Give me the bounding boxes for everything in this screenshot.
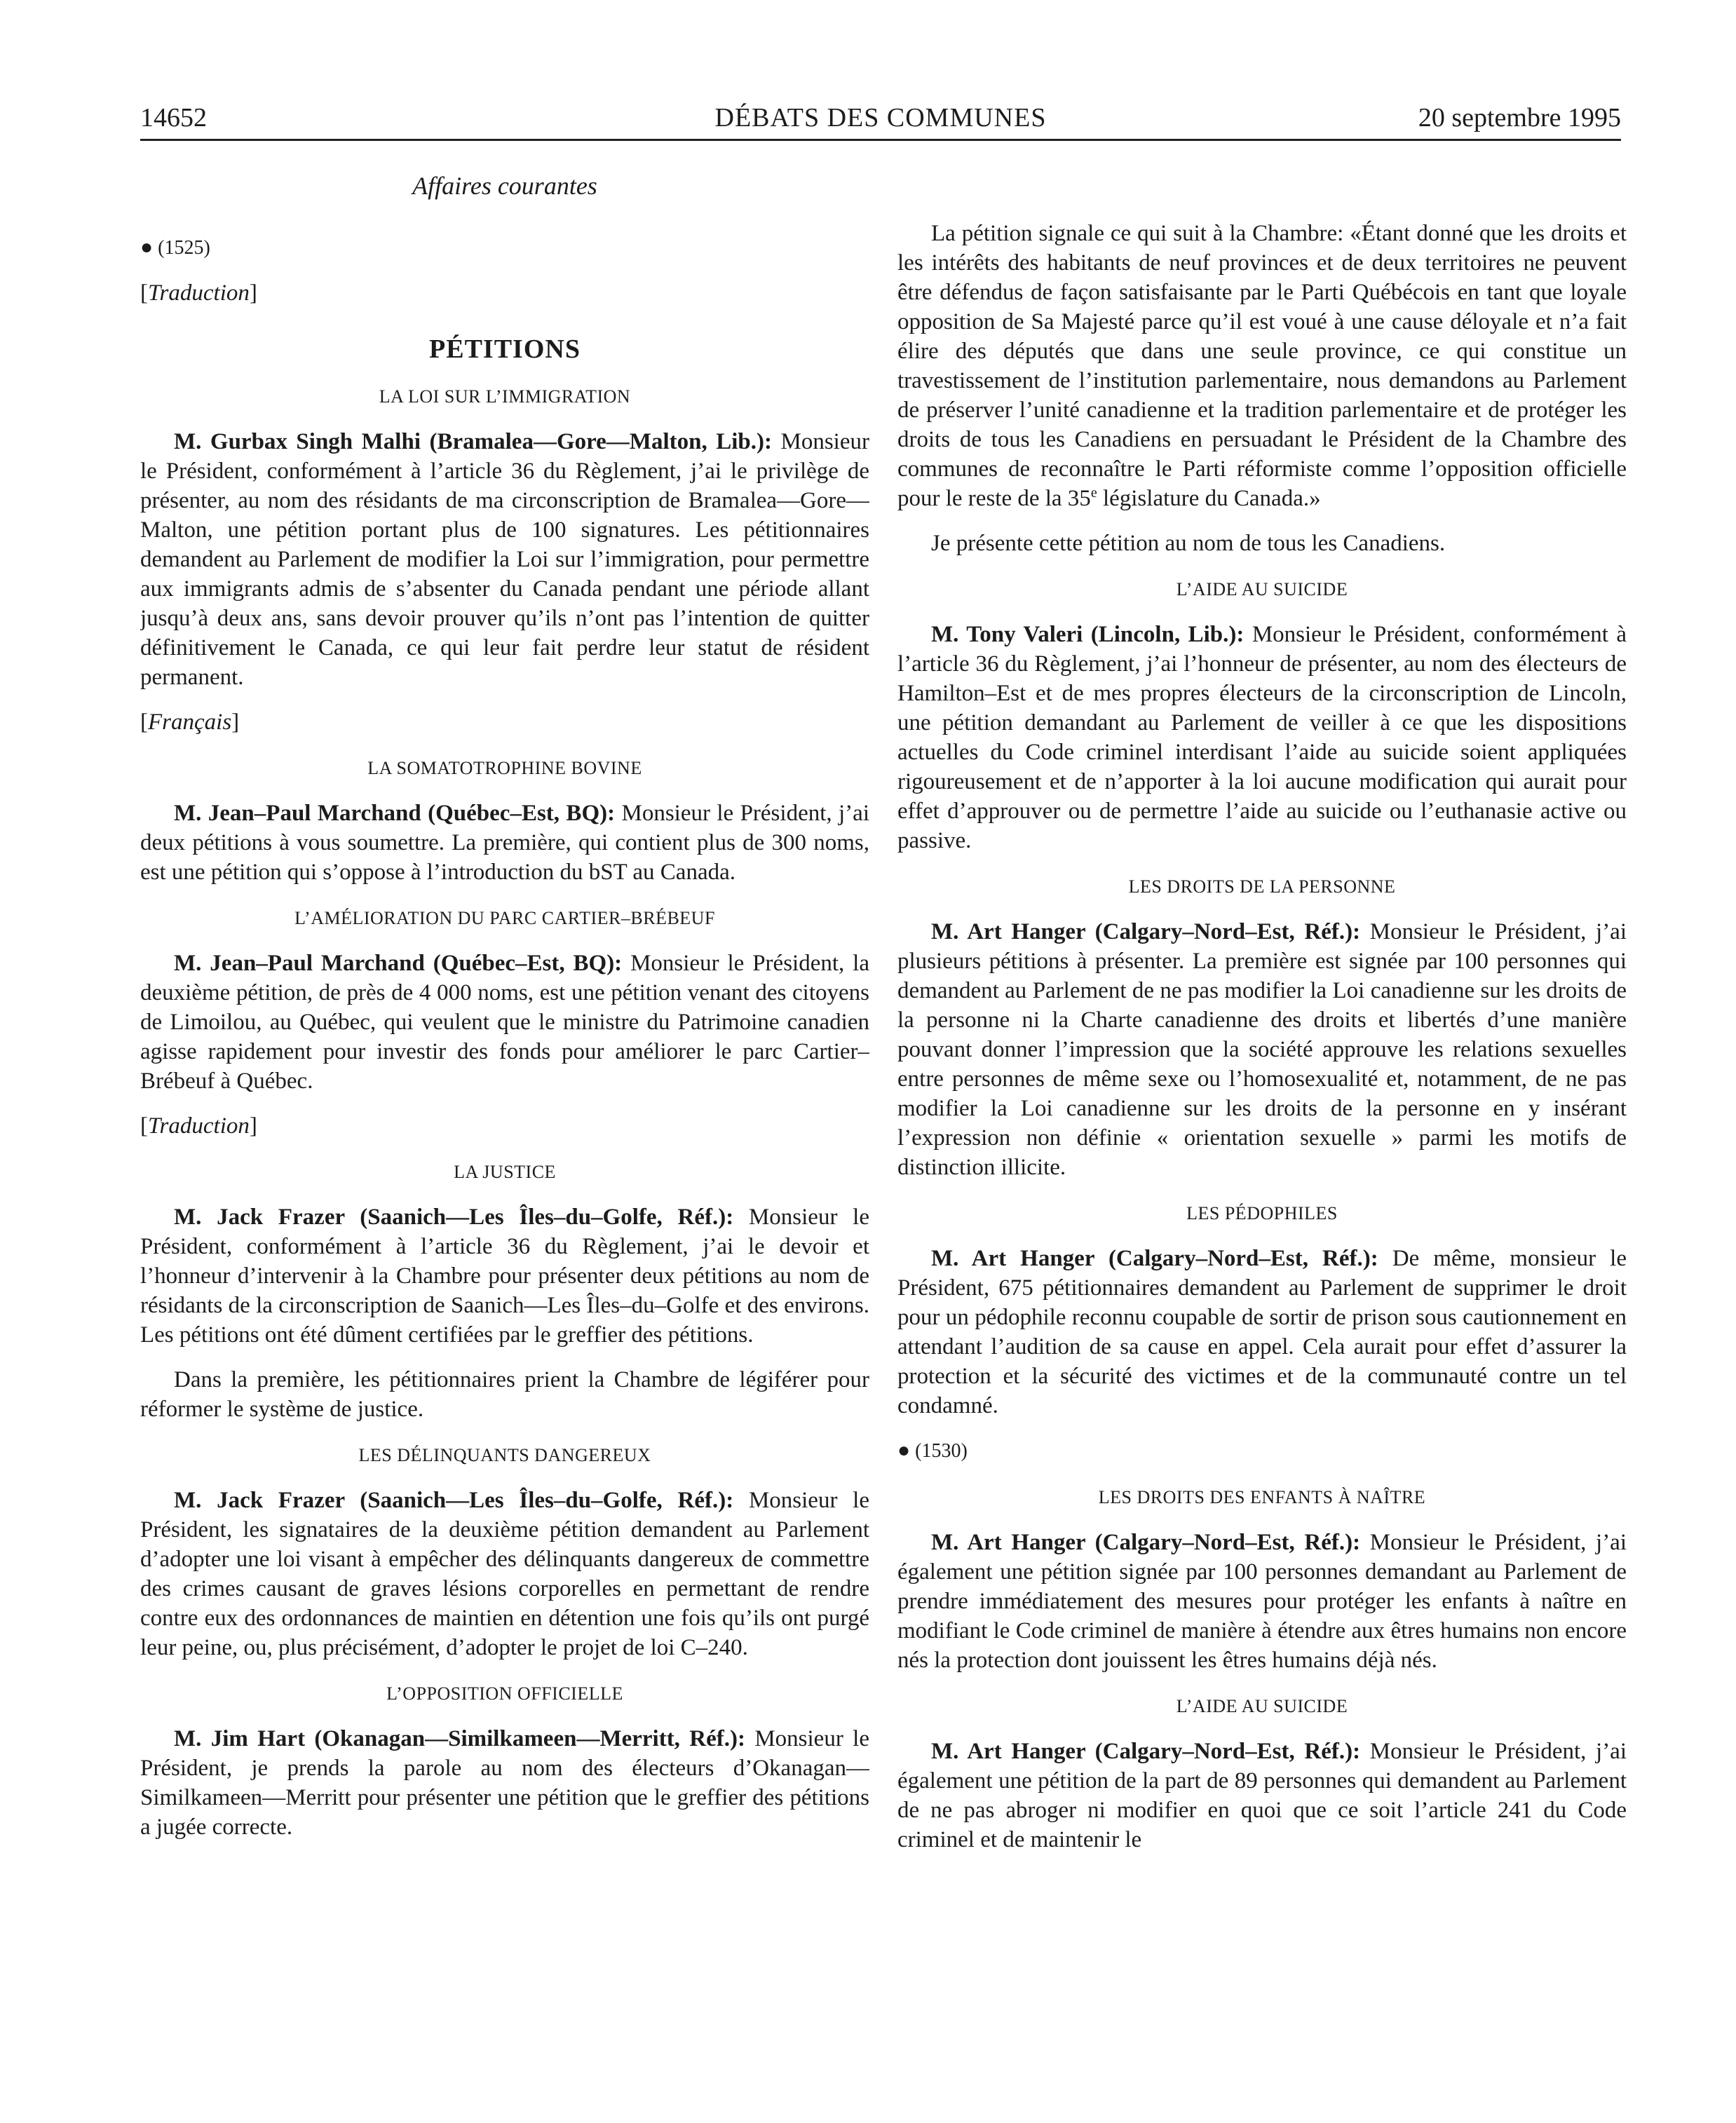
speech-paragraph: M. Art Hanger (Calgary–Nord–Est, Réf.): Monsieur le Président, j’ai plusieurs pétitions à présenter. La première est signée par 100 personnes qui demandent au Parlement de ne pas modifier la Loi canadienne sur les droits de la personne ni la Charte canadienne des droits et libertés d’une manière pouvant donner l’impression que la société approuve les relations sexuelles entre personnes de même sexe ou l’homosexualité et, notamment, de ne pas modifier la Loi canadienne sur les droits de la personne en y insérant l’expression non définie « orientation sexuelle » parmi les motifs de distinction illicite. [897, 919, 1627, 1180]
subheading: L’AIDE AU SUICIDE [1176, 579, 1348, 599]
section-label: Affaires courantes [412, 172, 597, 200]
running-header [140, 97, 1621, 139]
speech-paragraph: Dans la première, les pétitionnaires prient la Chambre de légiférer pour réformer le système de justice. [140, 1367, 869, 1422]
journal-title: DÉBATS DES COMMUNES [714, 103, 1047, 133]
subheading: L’AMÉLIORATION DU PARC CARTIER–BRÉBEUF [294, 908, 715, 928]
speaker-name: M. Art Hanger (Calgary–Nord–Est, Réf.): [931, 919, 1361, 944]
speech-paragraph: M. Art Hanger (Calgary–Nord–Est, Réf.): Monsieur le Président, j’ai également une pétition de la part de 89 personnes qui demandent au Parlement de ne pas abroger ni modifier en quoi que ce soit l’article 241 du Code criminel et de maintenir le [897, 1739, 1627, 1852]
bullet-icon: ● [140, 236, 154, 259]
left-column [140, 210, 869, 2075]
subheading: LES DÉLINQUANTS DANGEREUX [358, 1445, 651, 1465]
timestamp: ● (1530) [897, 1439, 968, 1462]
speech-paragraph: La pétition signale ce qui suit à la Chambre: «Étant donné que les droits et les intérêts des habitants de neuf provinces et de deux territoires ne peuvent être défendus de façon satisfaisante par le Parti Québécois en tant que loyale opposition de Sa Majesté parce qu’il est voué à une cause déloyale et n’a fait élire des députés que dans une seule province, ce qui constitue un travestissement de l’institution parlementaire, nous demandons au Parlement de préserver l’unité canadienne et la tradition parlementaire et de protéger les droits de tous les Canadiens en persuadant le Président de la Chambre des communes de reconnaître le Parti réformiste comme l’opposition officielle pour le reste de la 35e législature du Canada.» [897, 221, 1627, 511]
subheading: LA JUSTICE [454, 1162, 556, 1182]
right-column [897, 219, 1627, 2084]
language-marker: [Traduction] [140, 280, 257, 306]
speaker-name: M. Jack Frazer (Saanich—Les Îles–du–Golfe, Réf.): [174, 1205, 734, 1230]
subheading: LES DROITS DES ENFANTS À NAÎTRE [1098, 1487, 1426, 1507]
subheading: L’OPPOSITION OFFICIELLE [386, 1683, 623, 1704]
speech-paragraph: M. Jim Hart (Okanagan—Similkameen—Merritt, Réf.): Monsieur le Président, je prends la parole au nom des électeurs d’Okanagan—Similkameen—Merritt pour présenter une pétition que le greffier des pétitions a jugée correcte. [140, 1726, 869, 1840]
subheading: L’AIDE AU SUICIDE [1176, 1696, 1348, 1716]
speech-paragraph: Je présente cette pétition au nom de tous les Canadiens. [931, 531, 1446, 556]
section-heading: PÉTITIONS [429, 334, 581, 364]
language-marker: [Traduction] [140, 1113, 257, 1139]
speech-paragraph: M. Art Hanger (Calgary–Nord–Est, Réf.): De même, monsieur le Président, 675 pétitionnaires demandent au Parlement de supprimer le droit pour un pédophile reconnu coupable de sortir de prison sous cautionnement en attendant l’audition de sa cause en appel. Cela aurait pour effet d’assurer la protection et la sécurité des victimes et de la communauté contre un tel condamné. [897, 1246, 1627, 1418]
speaker-name: M. Jean–Paul Marchand (Québec–Est, BQ): [174, 951, 623, 976]
speech-paragraph: M. Gurbax Singh Malhi (Bramalea—Gore—Malton, Lib.): Monsieur le Président, conformément à l’article 36 du Règlement, j’ai le privilège de présenter, au nom des résidants de ma circonscription de Bramalea—Gore—Malton, une pétition portant plus de 100 signatures. Les pétitionnaires demandent au Parlement de modifier la Loi sur l’immigration, pour permettre aux immigrants admis de s’absenter du Canada pendant une période allant jusqu’à deux ans, sans devoir prouver qu’ils n’ont pas l’intention de quitter définitivement le Canada, ce qui leur fait perdre leur statut de résident permanent. [140, 429, 869, 690]
language-marker: [Français] [140, 710, 240, 735]
speaker-name: M. Art Hanger (Calgary–Nord–Est, Réf.): [931, 1530, 1361, 1555]
speech-paragraph: M. Art Hanger (Calgary–Nord–Est, Réf.): Monsieur le Président, j’ai également une pétition signée par 100 personnes demandant au Parlement de prendre immédiatement des mesures pour protéger les enfants à naître en modifiant le Code criminel de manière à étendre aux êtres humains non encore nés la protection dont jouissent les êtres humains déjà nés. [897, 1530, 1627, 1673]
speech-paragraph: M. Jack Frazer (Saanich—Les Îles–du–Golfe, Réf.): Monsieur le Président, conformément à l’article 36 du Règlement, j’ai le devoir et l’honneur d’intervenir à la Chambre pour présenter deux pétitions au nom de résidants de la circonscription de Saanich—Les Îles–du–Golfe et des environs. Les pétitions ont été dûment certifiées par le greffier des pétitions. [140, 1205, 869, 1348]
speaker-name: M. Jean–Paul Marchand (Québec–Est, BQ): [174, 801, 616, 826]
page-date: 20 septembre 1995 [1418, 103, 1621, 133]
speaker-name: M. Gurbax Singh Malhi (Bramalea—Gore—Malton, Lib.): [174, 429, 772, 454]
timestamp: ● (1525) [140, 236, 210, 259]
subheading: LA SOMATOTROPHINE BOVINE [367, 758, 642, 778]
subheading: LES PÉDOPHILES [1186, 1203, 1338, 1223]
page-number: 14652 [140, 103, 207, 133]
speaker-name: M. Tony Valeri (Lincoln, Lib.): [931, 622, 1245, 647]
header-rule [140, 139, 1621, 141]
subheading: LES DROITS DE LA PERSONNE [1128, 876, 1396, 897]
speaker-name: M. Art Hanger (Calgary–Nord–Est, Réf.): [931, 1246, 1378, 1271]
bullet-icon: ● [897, 1439, 911, 1462]
speech-paragraph: M. Jack Frazer (Saanich—Les Îles–du–Golfe, Réf.): Monsieur le Président, les signataires de la deuxième pétition demandent au Parlement d’adopter une loi visant à empêcher des délinquants dangereux de commettre des crimes causant de graves lésions corporelles en permettant de rendre contre eux des ordonnances de maintien en détention une fois qu’ils ont purgé leur peine, ou, plus précisément, d’adopter le projet de loi C–240. [140, 1488, 869, 1660]
speech-paragraph: M. Jean–Paul Marchand (Québec–Est, BQ): Monsieur le Président, la deuxième pétition, de près de 4 000 noms, est une pétition venant des citoyens de Limoilou, au Québec, qui veulent que le ministre du Patrimoine canadien agisse rapidement pour investir des fonds pour améliorer le parc Cartier–Brébeuf à Québec. [140, 951, 869, 1094]
speech-paragraph: M. Jean–Paul Marchand (Québec–Est, BQ): Monsieur le Président, j’ai deux pétitions à vous soumettre. La première, qui contient plus de 300 noms, est une pétition qui s’oppose à l’introduction du bST au Canada. [140, 801, 869, 885]
subheading: LA LOI SUR L’IMMIGRATION [379, 386, 631, 407]
speaker-name: M. Art Hanger (Calgary–Nord–Est, Réf.): [931, 1739, 1361, 1764]
speaker-name: M. Jim Hart (Okanagan—Similkameen—Merritt, Réf.): [174, 1726, 745, 1751]
speech-paragraph: M. Tony Valeri (Lincoln, Lib.): Monsieur le Président, conformément à l’article 36 du Règlement, j’ai l’honneur de présenter, au nom des électeurs de Hamilton–Est et de mes propres électeurs de la circonscription de Lincoln, une pétition demandant au Parlement de veiller à ce que les dispositions actuelles du Code criminel interdisant l’aide au suicide soient appliquées rigoureusement et de n’apporter à la loi aucune modification qui aurait pour effet d’approuver ou de permettre l’aide au suicide ou l’euthanasie active ou passive. [897, 622, 1627, 853]
speaker-name: M. Jack Frazer (Saanich—Les Îles–du–Golfe, Réf.): [174, 1488, 734, 1513]
